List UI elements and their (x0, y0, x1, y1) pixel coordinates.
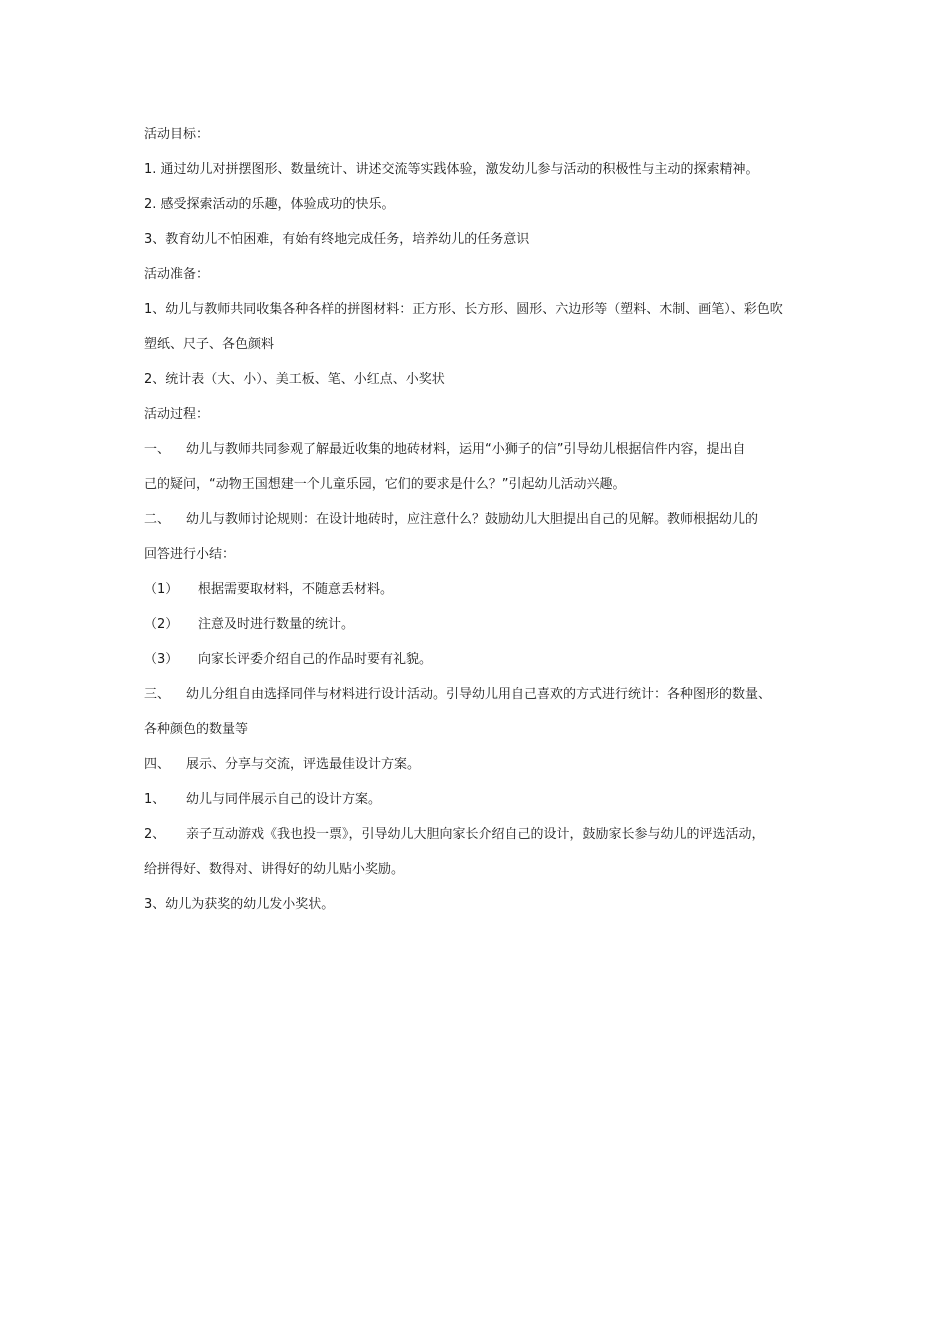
step-text: 幼儿分组自由选择同伴与材料进行设计活动。引导幼儿用自己喜欢的方式进行统计：各种图形的数量、 (186, 687, 772, 702)
goal-item: 2. 感受探索活动的乐趣，体验成功的快乐。 (144, 197, 395, 212)
sub-step (144, 826, 834, 843)
goal-item: 3、教育幼儿不怕困难，有始有终地完成任务，培养幼儿的任务意识 (144, 232, 530, 247)
goal-heading: 活动目标： (144, 127, 210, 142)
sub-step-text: 亲子互动游戏《我也投一票》，引导幼儿大胆向家长介绍自己的设计，鼓励家长参与幼儿的评选活动， (186, 827, 765, 842)
sub-step: 3、幼儿为获奖的幼儿发小奖状。 (144, 897, 335, 912)
process-step-continued: 回答进行小结： (144, 547, 236, 562)
sub-step-text: 幼儿与同伴展示自己的设计方案。 (186, 792, 382, 807)
rule-text: 向家长评委介绍自己的作品时要有礼貌。 (198, 652, 433, 667)
rule-number: （2） (144, 617, 179, 632)
goal-item: 1. 通过幼儿对拼摆图形、数量统计、讲述交流等实践体验，激发幼儿参与活动的积极性与主动的探索精神。 (144, 162, 759, 177)
rule-text: 根据需要取材料，不随意丢材料。 (198, 582, 394, 597)
sub-step (144, 791, 834, 808)
document-body (144, 126, 834, 931)
process-step (144, 686, 834, 703)
sub-step-number: 1、 (144, 792, 166, 807)
step-number: 二、 (144, 512, 171, 527)
process-step-continued: 己的疑问，“动物王国想建一个儿童乐园，它们的要求是什么？”引起幼儿活动兴趣。 (144, 477, 626, 492)
process-step (144, 756, 834, 773)
prep-item: 2、统计表（大、小）、美工板、笔、小红点、小奖状 (144, 372, 445, 387)
sub-step-number: 2、 (144, 827, 166, 842)
sub-step-continued: 给拼得好、数得对、讲得好的幼儿贴小奖励。 (144, 862, 405, 877)
process-step (144, 441, 834, 458)
rule-item (144, 651, 834, 668)
rule-number: （3） (144, 652, 179, 667)
prep-item-line: 塑纸、尺子、各色颜料 (144, 337, 275, 352)
process-step (144, 511, 834, 528)
step-text: 幼儿与教师讨论规则：在设计地砖时，应注意什么？鼓励幼儿大胆提出自己的见解。教师根据幼儿的 (186, 512, 759, 527)
prep-item-line: 1、幼儿与教师共同收集各种各样的拼图材料：正方形、长方形、圆形、六边形等（塑料、木制、画笔）、彩色吹 (144, 302, 783, 317)
process-step-continued: 各种颜色的数量等 (144, 722, 249, 737)
step-number: 三、 (144, 687, 171, 702)
rule-item (144, 581, 834, 598)
prep-heading: 活动准备： (144, 267, 210, 282)
step-number: 四、 (144, 757, 171, 772)
process-heading: 活动过程： (144, 407, 210, 422)
rule-number: （1） (144, 582, 179, 597)
step-number: 一、 (144, 442, 171, 457)
rule-text: 注意及时进行数量的统计。 (198, 617, 355, 632)
step-text: 展示、分享与交流，评选最佳设计方案。 (186, 757, 421, 772)
rule-item (144, 616, 834, 633)
step-text: 幼儿与教师共同参观了解最近收集的地砖材料，运用“小狮子的信”引导幼儿根据信件内容，提出自 (186, 442, 746, 457)
